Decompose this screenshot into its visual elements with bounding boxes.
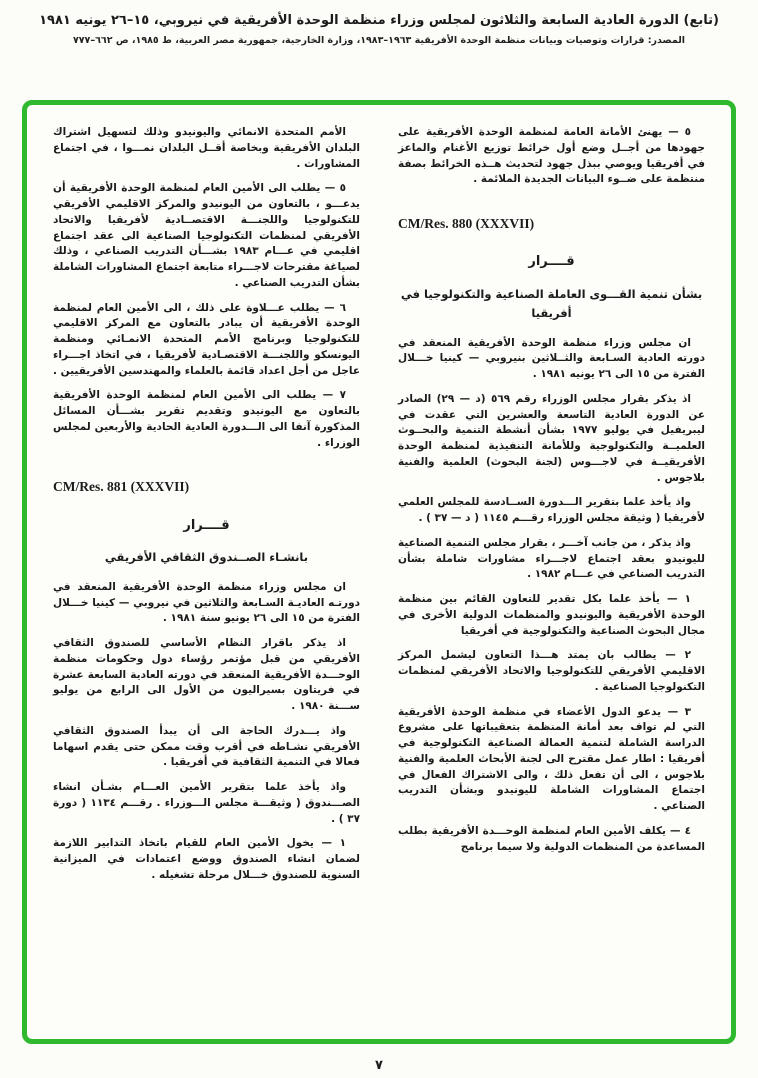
- paragraph: ان مجلس وزراء منظمة الوحدة الأفريقية المنعقد في دورته العادية السـابعة والثــلاثين بنيروبي — كينيا خـــلال الفترة من ١٥ الى ٢٦ يونيه ١٩٨١ .: [398, 336, 705, 381]
- paragraph: ٣ — يدعو الدول الأعضاء في منظمة الوحدة الأفريقية التي لم تواف بعد أمانة المنظمة بتعقيباتها على مشروع الدراسة الشاملة لتنمية العمالة الصناعية التكنولوجية في أفريقيا : اطار عمل مقترح الى لجنة الأبحاث العلمية والفنية بلاجوس ، الى أن تفعل ذلك ، والى الاشتراك الفعال في اجتماع المشاورات الشاملة لليونيدو وبشأن التدريب الصناعي .: [398, 705, 705, 813]
- column-right: [398, 125, 705, 1019]
- paragraph: واذ يأخذ علما بتقرير الأمين العـــام بشـأن انشاء الصـــندوق ( وثيقـــة مجلس الـــوزراء . رقـــم ١١٣٤ ( دورة ٣٧ ) .: [53, 781, 360, 825]
- page-header: [0, 0, 758, 46]
- resolution-heading: قــــرار: [183, 517, 230, 533]
- paragraph: اذ يذكر بقرار مجلس الوزراء رقم ٥٦٩ (د — ٢٩) الصادر عن الدورة العادية التاسعة والعشرين التي عقدت في ليبريفيل في يوليو ١٩٧٧ بشأن أنشطة التنمية والبحــوث العلميــة والتكنولوجية وللأمانة التنفيذية لمنظمة الوحدة الأفريقيــة في لاجـــوس (لجنة البحوث) العلمية والفنية بلاجوس .: [398, 392, 705, 484]
- column-left: [53, 125, 360, 1019]
- page-number: ٧: [375, 1058, 383, 1073]
- two-column-layout: [53, 125, 705, 1019]
- paragraph: ان مجلس وزراء منظمة الوحدة الأفريقية المنعقد في دورتـه العاديـة السـابعة والثلاثين في نيروبي — كينيا خـــلال الفترة من ١٥ الى ٢٦ يونيو سنة ١٩٨١ .: [53, 580, 360, 625]
- paragraph: ١ — يخول الأمين العام للقيام باتخاذ التدابير اللازمة لضمان انشاء الصندوق ووضع اعتمادات في الميزانية السنوية للصندوق خـــلال مرحلة تشغيله .: [53, 837, 360, 881]
- paragraph: واذ يذكر ، من جانب آخـــر ، بقرار مجلس التنمية الصناعية لليونيدو بعقد اجتماع لاجـــراء مشاورات شاملة بشأن التدريب الصناعي في عـــام ١٩٨٢ .: [398, 536, 705, 581]
- paragraph: الأمم المتحدة الانمائي واليونيدو وذلك لتسهيل اشتراك البلدان الأفريقية وبخاصة أقــل البلدان نمـــوا ، في اجتماع المشاورات .: [53, 126, 360, 170]
- paragraph: واذ يـــدرك الحاجة الى أن يبدأ الصندوق الثقافي الأفريقي نشـاطه في أقرب وقت ممكن حتى يقدم اسهاما فعالا في التنمية الثقافية في أفريقيا .: [53, 724, 360, 769]
- paragraph: ٧ — يطلب الى الأمين العام لمنظمة الوحدة الأفريقية بالتعاون مع اليونيدو وتقديم تقرير بشـــأن المسائل المذكورة آنفا الى الـــدورة العادية الحادية والأربعين لمجلس الوزراء .: [53, 389, 360, 449]
- resolution-code-881: CM/Res. 881 (XXXVII): [53, 479, 190, 495]
- resolution-heading: قــــرار: [528, 254, 575, 270]
- content-border-box: [22, 100, 736, 1044]
- header-title: (تابع) الدورة العادية السابعة والثلاثون لمجلس وزراء منظمة الوحدة الأفريقية في نيروبي، ١٥–٢٦ يونيه ١٩٨١: [39, 13, 719, 28]
- paragraph: اذ يذكر باقرار النظام الأساسي للصندوق الثقافي الأفريقي من قبل مؤتمر رؤساء دول وحكومات منظمة الوحـــدة الأفريقية المنعقد في دورته العادية السابعة عشرة في فريتاون بسيراليون من الأول الى الرابع من يوليو ســـنة ١٩٨٠ .: [53, 637, 360, 713]
- resolution-subtitle: بشأن تنمية القـــوى العاملة الصناعية والتكنولوجيا في أفريقيا: [400, 286, 703, 320]
- paragraph: ١ — يأخذ علما بكل تقدير للتعاون القائم بين منظمة الوحدة الأفريقية واليونيدو والمنظمات الدولية الأخرى في مجال البحوث الصناعية والتكنولوجية في أفريقيا: [398, 593, 705, 637]
- paragraph: ٦ — يطلب عـــلاوة على ذلك ، الى الأمين العام لمنظمة الوحدة الأفريقية أن يبادر بالتعاون مع المركز الاقليمي للتكنولوجيا وبرنامج الأمم المتحدة الانمـائي ومنظمة اليونسكو واللجنـــة الاقتصـادية لأفريقيا ، في اتخاذ اجـــراء عاجل من أجل اعداد قائمة بالعلماء والمهندسين الأفريقيين .: [53, 301, 360, 377]
- paragraph: واذ يأخذ علما بتقرير الـــدورة الســادسة للمجلس العلمي لأفريقيا ( وثيقة مجلس الوزراء رقـــم ١١٤٥ ( د — ٣٧ ) .: [398, 496, 705, 525]
- resolution-subtitle: بانشـاء الصــندوق الثقافي الأفريقي: [104, 550, 309, 564]
- paragraph: ٥ — يطلب الى الأمين العام لمنظمة الوحدة الأفريقية أن يدعـــو ، بالتعاون من اليونيدو والمركز الاقليمي الأفريقي للتكنولوجيا واللجنـــة الاقتصــادية لأفريقيا والاتحاد الأفريقي لمنظمات التكنولوجيا الصناعية الى عقد اجتماع اقليمي في عـــام ١٩٨٣ بشـــأن التدريب الصناعي ، وذلك لصياغة مقترحات لاجـــراء متابعة اجتماع المشاورات الشاملة بشأن التدريب الصناعي .: [53, 182, 360, 289]
- paragraph: ٢ — يطالب بان يمتد هـــذا التعاون ليشمل المركز الاقليمي الأفريقي للتكنولوجيا والاتحاد الأفريقي لمنظمات التكنولوجيا الصناعية .: [398, 649, 705, 693]
- paragraph: ٤ — يكلف الأمين العام لمنظمة الوحـــدة الأفريقية بطلب المساعدة من المنظمات الدولية ولا سيما برنامج: [398, 824, 705, 853]
- resolution-code-880: CM/Res. 880 (XXXVII): [398, 216, 535, 231]
- paragraph: ٥ — يهنئ الأمانة العامة لمنظمة الوحدة الأفريقية على جهودها من أجــل وضع أول خرائط توزيع الأغنام والماعز في أفريقيا ويوصي ببذل جهود لتحديث هــذه الخرائط بصفة منتظمة على ضــوء البيانات الجديدة الملائمة .: [398, 126, 705, 186]
- header-source: المصدر: قرارات وتوصيات وبيانات منظمة الوحدة الأفريقية ١٩٦٣–١٩٨٣، وزارة الخارجية، جمهورية مصر العربية، ط ١٩٨٥، ص ٦٦٢–٧٧٧: [72, 35, 686, 46]
